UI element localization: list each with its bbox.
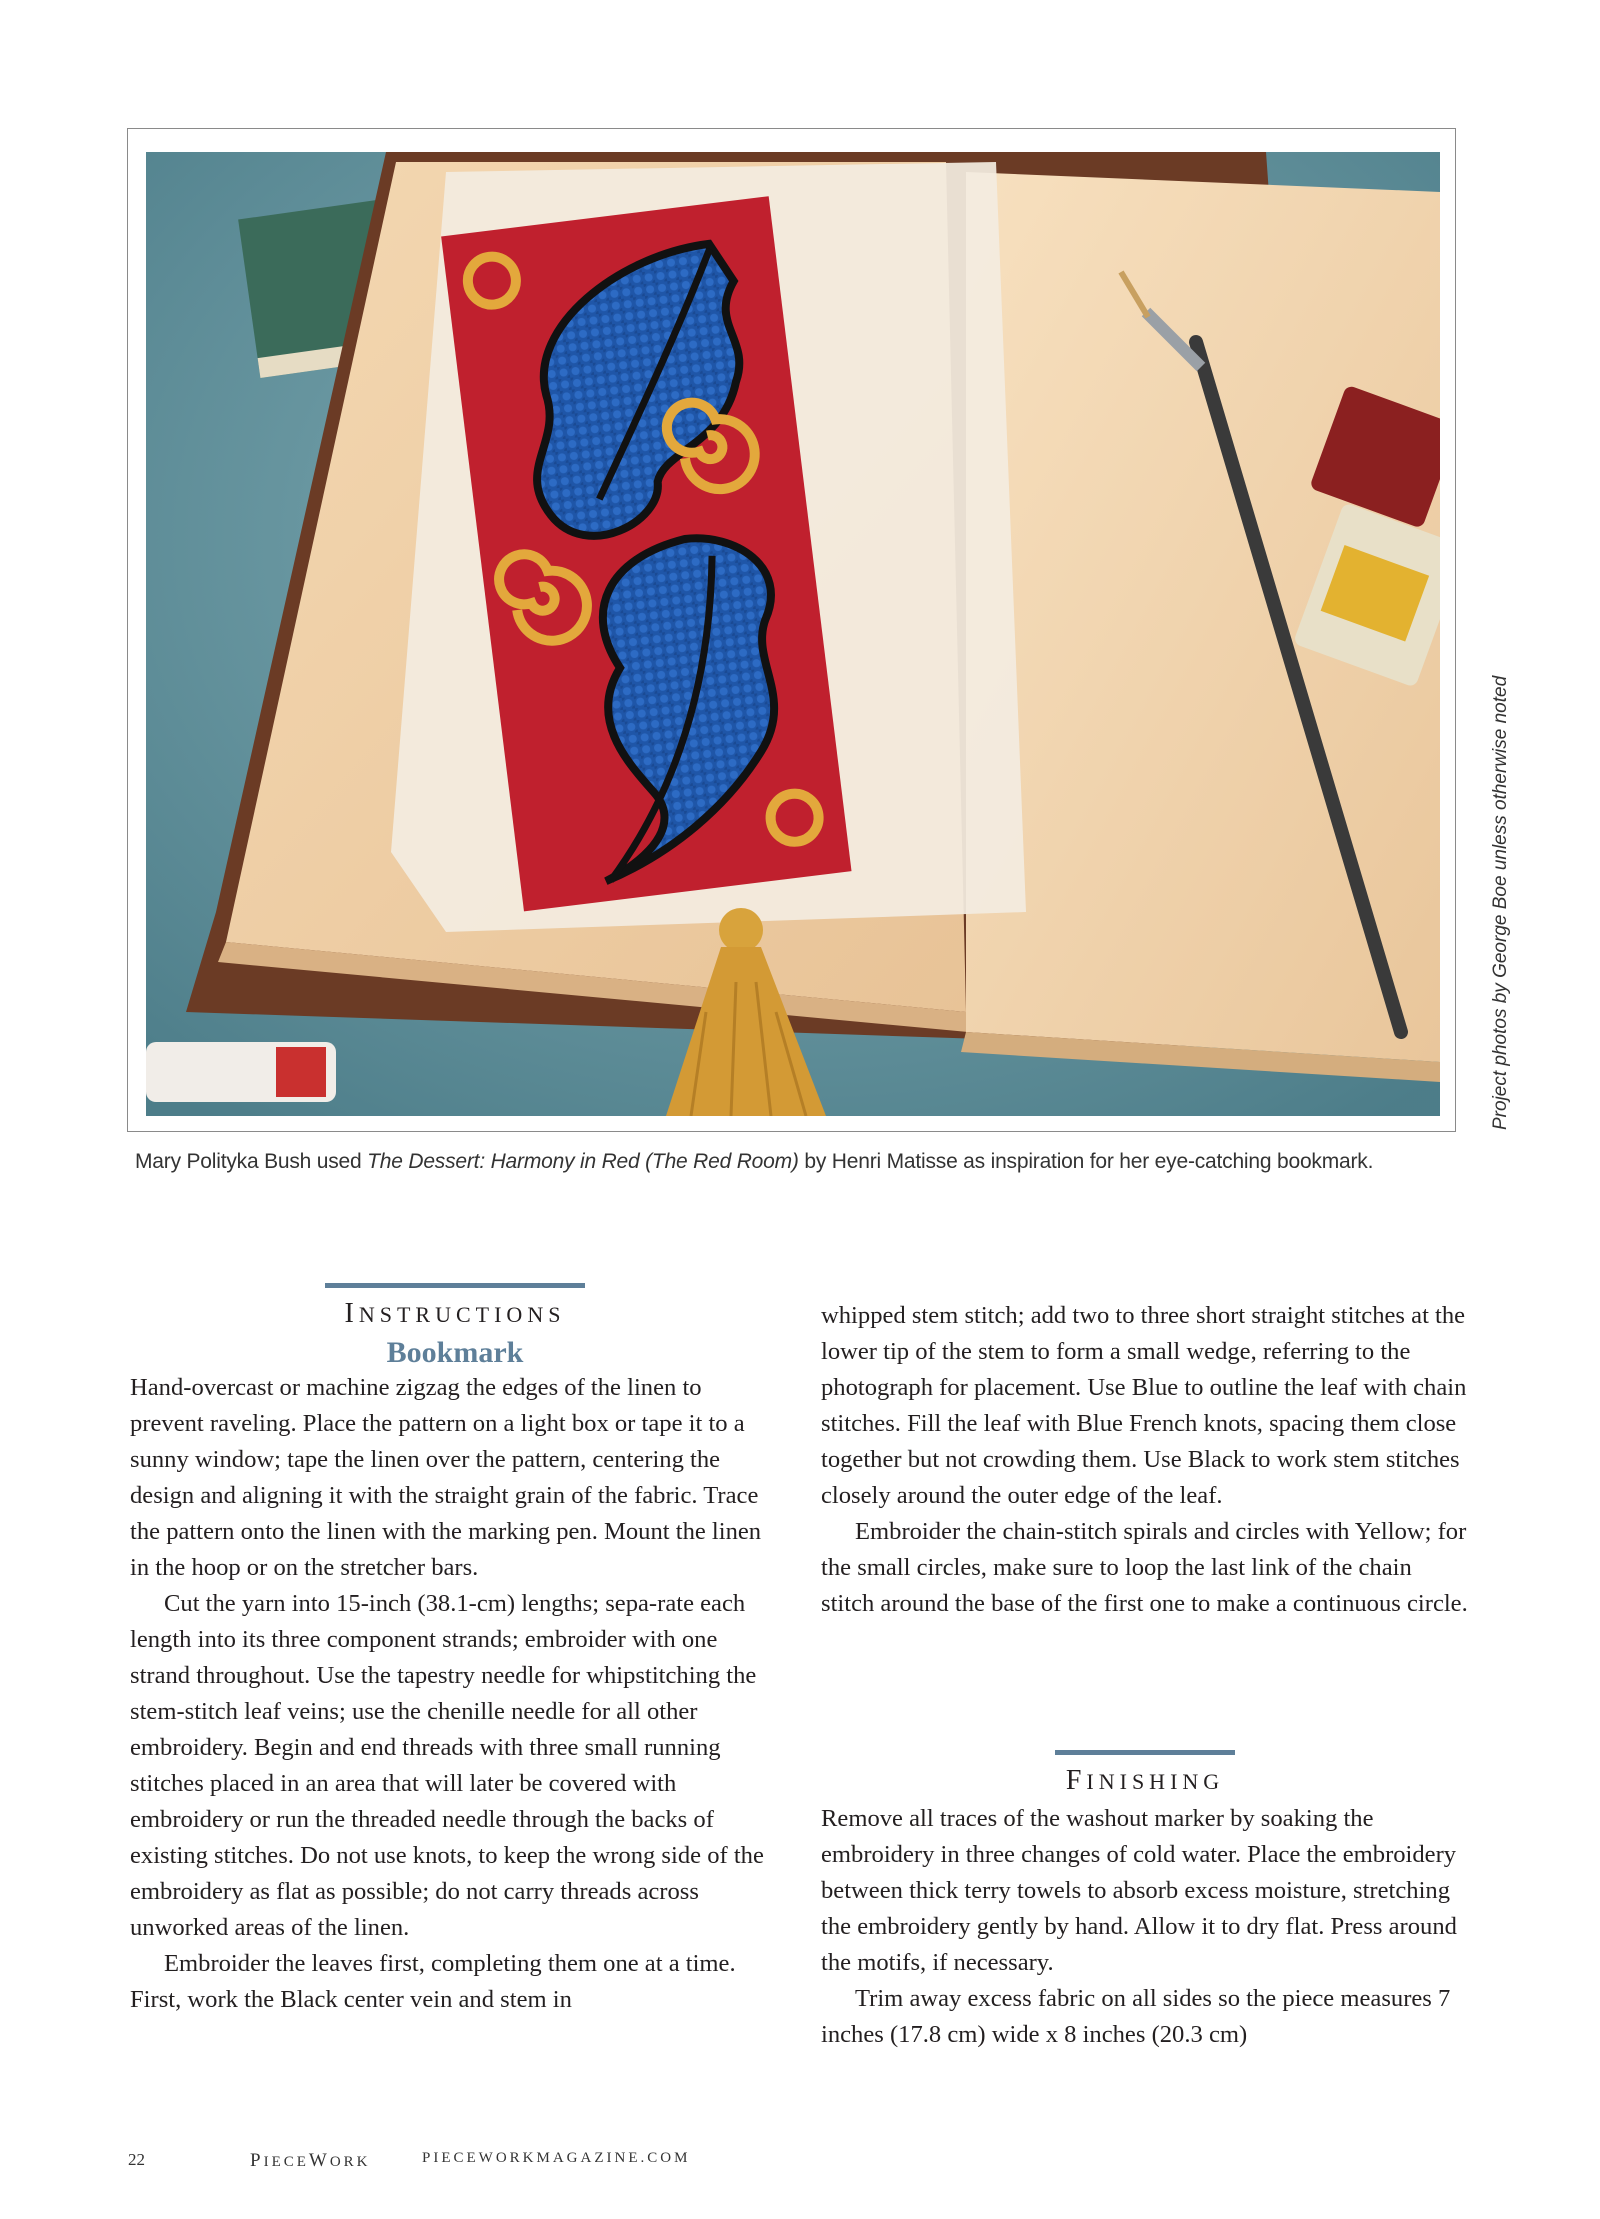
instructions-paragraph-1: Hand-overcast or machine zigzag the edges of the linen to prevent raveling. Place the pattern on a light box or tape it to a sunny window; tape the linen over the pattern, centering the design and aligning it with the straight grain of the fabric. Trace the pattern onto the linen with the marking pen. Mount the linen in the hoop or on the stretcher bars. — [130, 1374, 762, 1581]
finishing-rule — [1055, 1750, 1235, 1755]
caption-before: Mary Polityka Bush used — [135, 1150, 368, 1173]
page-number: 22 — [128, 2150, 145, 2169]
finishing-heading: FINISHING — [1065, 1765, 1225, 1796]
finishing-column — [821, 1801, 1471, 2053]
caption-after: by Henri Matisse as inspiration for her eye-catching bookmark. — [798, 1150, 1374, 1173]
column-left — [130, 1370, 780, 2018]
instructions-paragraph-2: Cut the yarn into 15-inch (38.1-cm) lengths; sepa-rate each length into its three component strands; embroider with one strand throughout. Use the tapestry needle for whipstitching the stem-stitch leaf veins; use the chenille needle for all other embroidery. Begin and end threads with three small running stitches placed in an area that will later be covered with embroidery or run the threaded needle through the backs of existing stitches. Do not use knots, to keep the wrong side of the embroidery as flat as possible; do not carry threads across unworked areas of the linen. — [130, 1590, 764, 1941]
finishing-paragraph-1: Remove all traces of the washout marker by soaking the embroidery in three changes of cold water. Place the embroidery between thick terry towels to absorb excess moisture, stretching the embroidery gently by hand. Allow it to dry flat. Press around the motifs, if necessary. — [821, 1805, 1457, 1976]
project-photo — [146, 152, 1440, 1116]
bookmark-illustration — [146, 152, 1440, 1116]
finishing-paragraph-2: Trim away excess fabric on all sides so the piece measures 7 inches (17.8 cm) wide x 8 inches (20.3 cm) — [821, 1985, 1451, 2048]
magazine-brand: PIECEWORK — [250, 2150, 371, 2171]
bookmark-subheading: Bookmark — [386, 1336, 524, 1369]
column-right — [821, 1298, 1471, 1622]
magazine-website: PIECEWORKMAGAZINE.COM — [422, 2150, 691, 2166]
photo-caption — [135, 1150, 1455, 1174]
caption-artwork-title: The Dessert: Harmony in Red (The Red Room) — [367, 1150, 799, 1173]
column2-paragraph-1: whipped stem stitch; add two to three short straight stitches at the lower tip of the stem to form a small wedge, referring to the photograph for placement. Use Blue to outline the leaf with chain stitches. Fill the leaf with Blue French knots, spacing them close together but not crowding them. Use Black to work stem stitches closely around the outer edge of the leaf. — [821, 1302, 1467, 1509]
photo-credit: Project photos by George Boe unless otherwise noted — [1490, 675, 1511, 1130]
instructions-paragraph-3: Embroider the leaves first, completing them one at a time. First, work the Black center vein and stem in — [130, 1950, 736, 2013]
instructions-heading: INSTRUCTIONS — [344, 1298, 566, 1329]
column2-paragraph-2: Embroider the chain-stitch spirals and circles with Yellow; for the small circles, make sure to loop the last link of the chain stitch around the base of the first one to make a continuous circle. — [821, 1518, 1468, 1617]
instructions-rule — [325, 1283, 585, 1288]
